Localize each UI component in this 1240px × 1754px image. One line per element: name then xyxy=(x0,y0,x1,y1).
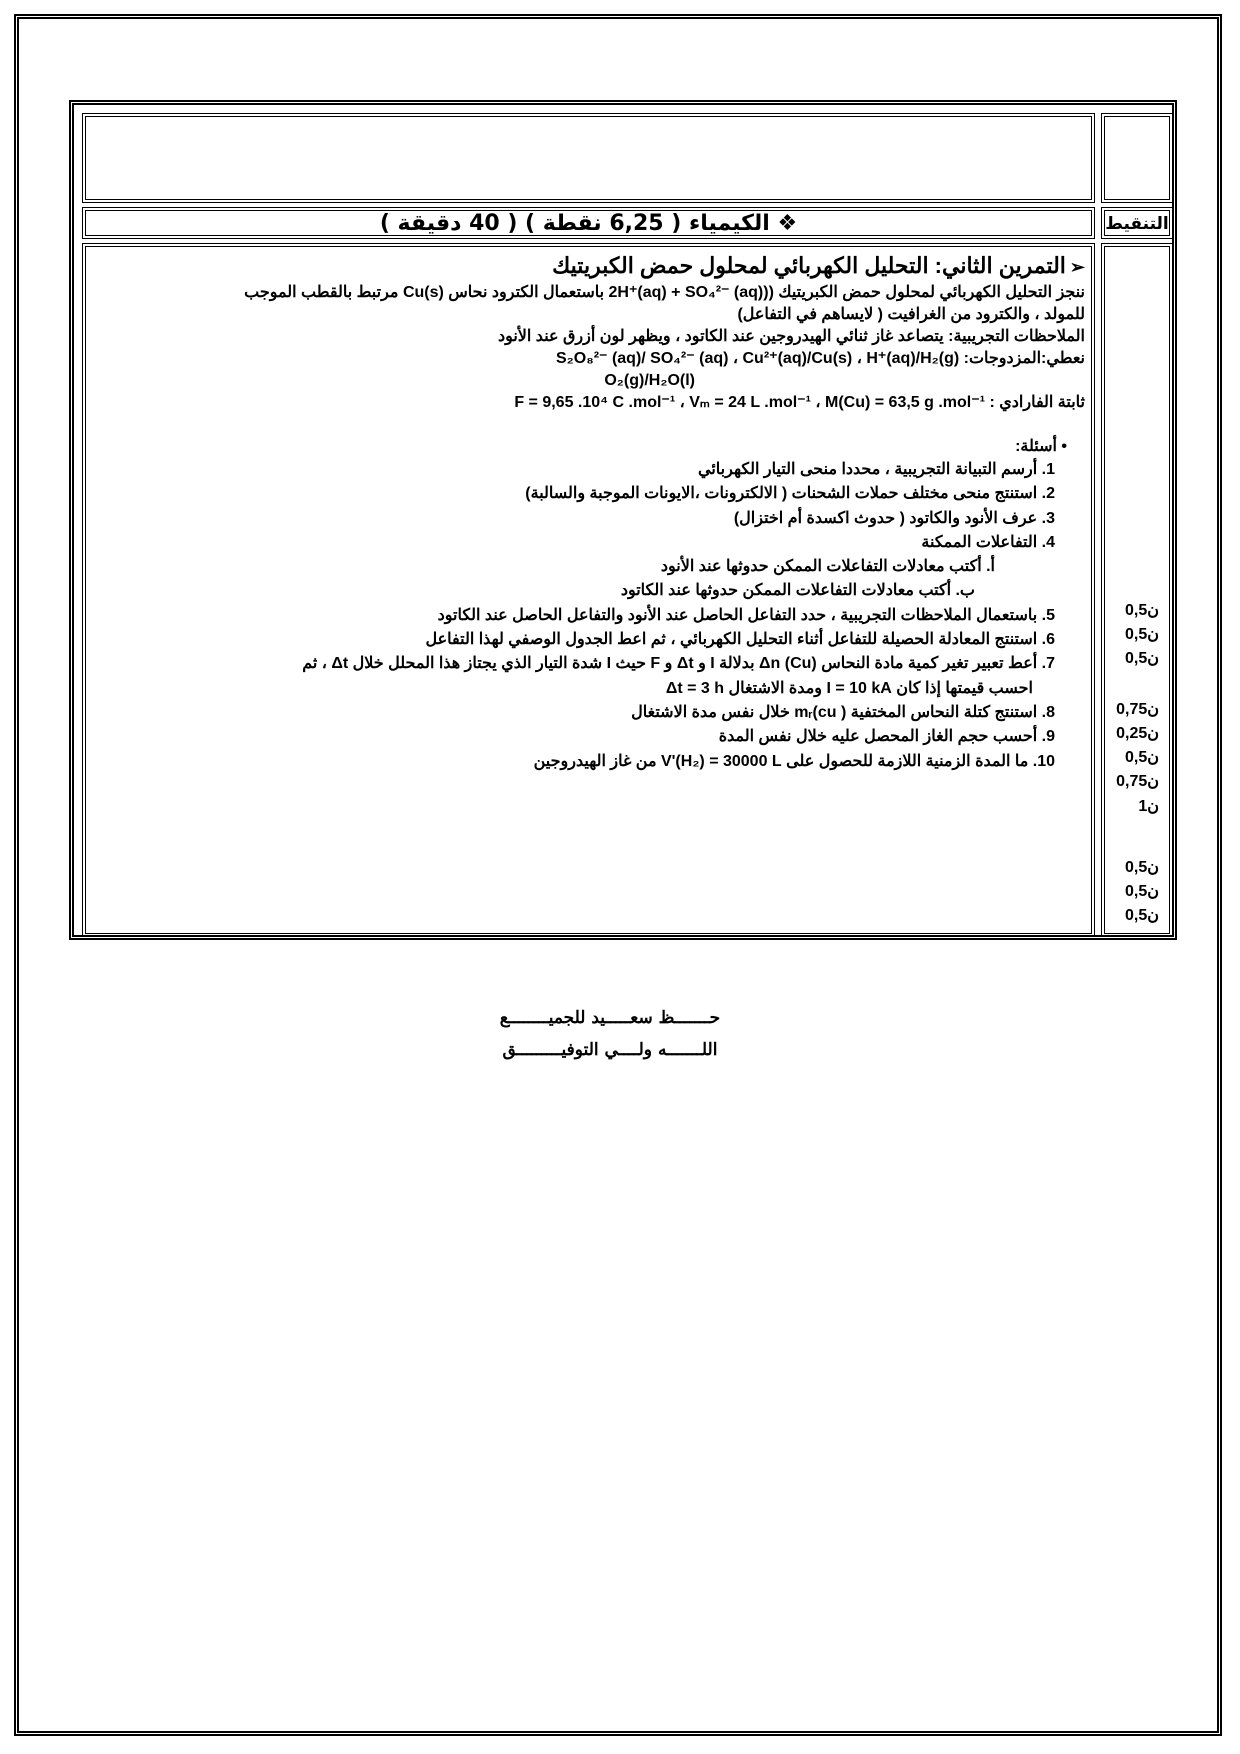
question-7: 7. أعط تعبير تغير كمية مادة النحاس Δn (Cu) بدلالة I و Δt و F حيث I شدة التيار الذي يجتاز هذا المحلل خلال Δt ، ثم xyxy=(302,655,1055,673)
intro-line-2: للمولد ، والكترود من الغرافيت ( لايساهم في التفاعل) xyxy=(737,306,1085,323)
questions-list xyxy=(94,458,1085,774)
grade-q9: 0,5ن xyxy=(1125,883,1159,900)
grade-q4b: 0,25ن xyxy=(1116,725,1159,742)
grade-q10: 0,5ن xyxy=(1125,907,1159,924)
grade-q5: 0,5ن xyxy=(1125,749,1159,766)
exam-table xyxy=(69,100,1177,940)
grade-column-header: التنقيط xyxy=(1101,207,1173,239)
grade-q7: 1ن xyxy=(1138,798,1159,815)
grade-q2: 0,5ن xyxy=(1125,626,1159,643)
grade-q4a: 0,75ن xyxy=(1116,701,1159,718)
exercise-content xyxy=(82,243,1095,937)
question-1: 1. أرسم التبيانة التجريبية ، محددا منحى التيار الكهربائي xyxy=(698,461,1055,478)
observations: الملاحظات التجريبية: يتصاعد غاز ثنائي الهيدروجين عند الكاتود ، ويظهر لون أزرق عند الأنود xyxy=(497,328,1085,345)
footer-blessing: اللـــــــه ولــــي التوفيـــــــــق xyxy=(502,1040,718,1060)
question-7-cont: احسب قيمتها إذا كان I = 10 kA ومدة الاشتغال Δt = 3 h xyxy=(665,679,1033,697)
grade-q6: 0,75ن xyxy=(1116,773,1159,790)
constants: ثابتة الفارادي : F = 9,65 .10⁴ C .mol⁻¹ ، Vₘ = 24 L .mol⁻¹ ، M(Cu) = 63,5 g .mol⁻¹ xyxy=(514,394,1085,411)
question-4: 4. التفاعلات الممكنة xyxy=(921,533,1055,551)
arrow-icon: ➢ xyxy=(1069,257,1085,277)
header-box xyxy=(82,113,1095,203)
question-2: 2. استنتج منحى مختلف حملات الشحنات ( الالكترونات ،الايونات الموجبة والسالبة) xyxy=(525,485,1055,503)
question-6: 6. استنتج المعادلة الحصيلة للتفاعل أثناء التحليل الكهربائي ، ثم اعط الجدول الوصفي لهذا التفاعل xyxy=(425,631,1055,649)
question-3: 3. عرف الأنود والكاتود ( حدوث اكسدة أم اختزال) xyxy=(733,509,1055,527)
redox-couple-extra: O₂(g)/H₂O(l) xyxy=(604,372,695,389)
redox-couples: نعطي:المزدوجات: S₂O₈²⁻ (aq)/ SO₄²⁻ (aq) ، Cu²⁺(aq)/Cu(s) ، H⁺(aq)/H₂(g) xyxy=(556,350,1085,367)
question-4b: ب. أكتب معادلات التفاعلات الممكن حدوثها عند الكاتود xyxy=(620,582,975,600)
question-8: 8. استنتج كتلة النحاس المختفية ( mᵣ(cu خلال نفس مدة الاشتغال xyxy=(631,703,1055,721)
question-4a: أ. أكتب معادلات التفاعلات الممكن حدوثها عند الأنود xyxy=(660,558,995,576)
header-side-box xyxy=(1101,113,1173,203)
questions-header: • أسئلة: xyxy=(1015,438,1067,455)
grade-q3: 0,5ن xyxy=(1125,650,1159,667)
section-title: ❖ الكيمياء ( 6,25 نقطة ) ( 40 دقيقة ) xyxy=(82,207,1095,239)
question-5: 5. باستعمال الملاحظات التجريبية ، حدد التفاعل الحاصل عند الأنود والتفاعل الحاصل عند الكاتود xyxy=(437,606,1055,624)
grades-column xyxy=(1101,243,1173,937)
exercise-title-text: التمرين الثاني: التحليل الكهربائي لمحلول حمض الكبريتيك xyxy=(552,253,1066,278)
grade-q8: 0,5ن xyxy=(1125,859,1159,876)
question-10: 10. ما المدة الزمنية اللازمة للحصول على V'(H₂) = 30000 L من غاز الهيدروجين xyxy=(533,752,1055,770)
grade-q1: 0,5ن xyxy=(1125,602,1159,619)
footer-good-luck: حـــــــظ سعـــــيد للجميــــــــع xyxy=(499,1008,721,1028)
exercise-title xyxy=(94,251,1085,282)
intro-line-1: ننجز التحليل الكهربائي لمحلول حمض الكبريتيك ((2H⁺(aq) + SO₄²⁻ (aq) باستعمال الكترود نحاس Cu(s) مرتبط بالقطب الموجب xyxy=(244,284,1085,301)
question-9: 9. أحسب حجم الغاز المحصل عليه خلال نفس المدة xyxy=(718,728,1055,746)
